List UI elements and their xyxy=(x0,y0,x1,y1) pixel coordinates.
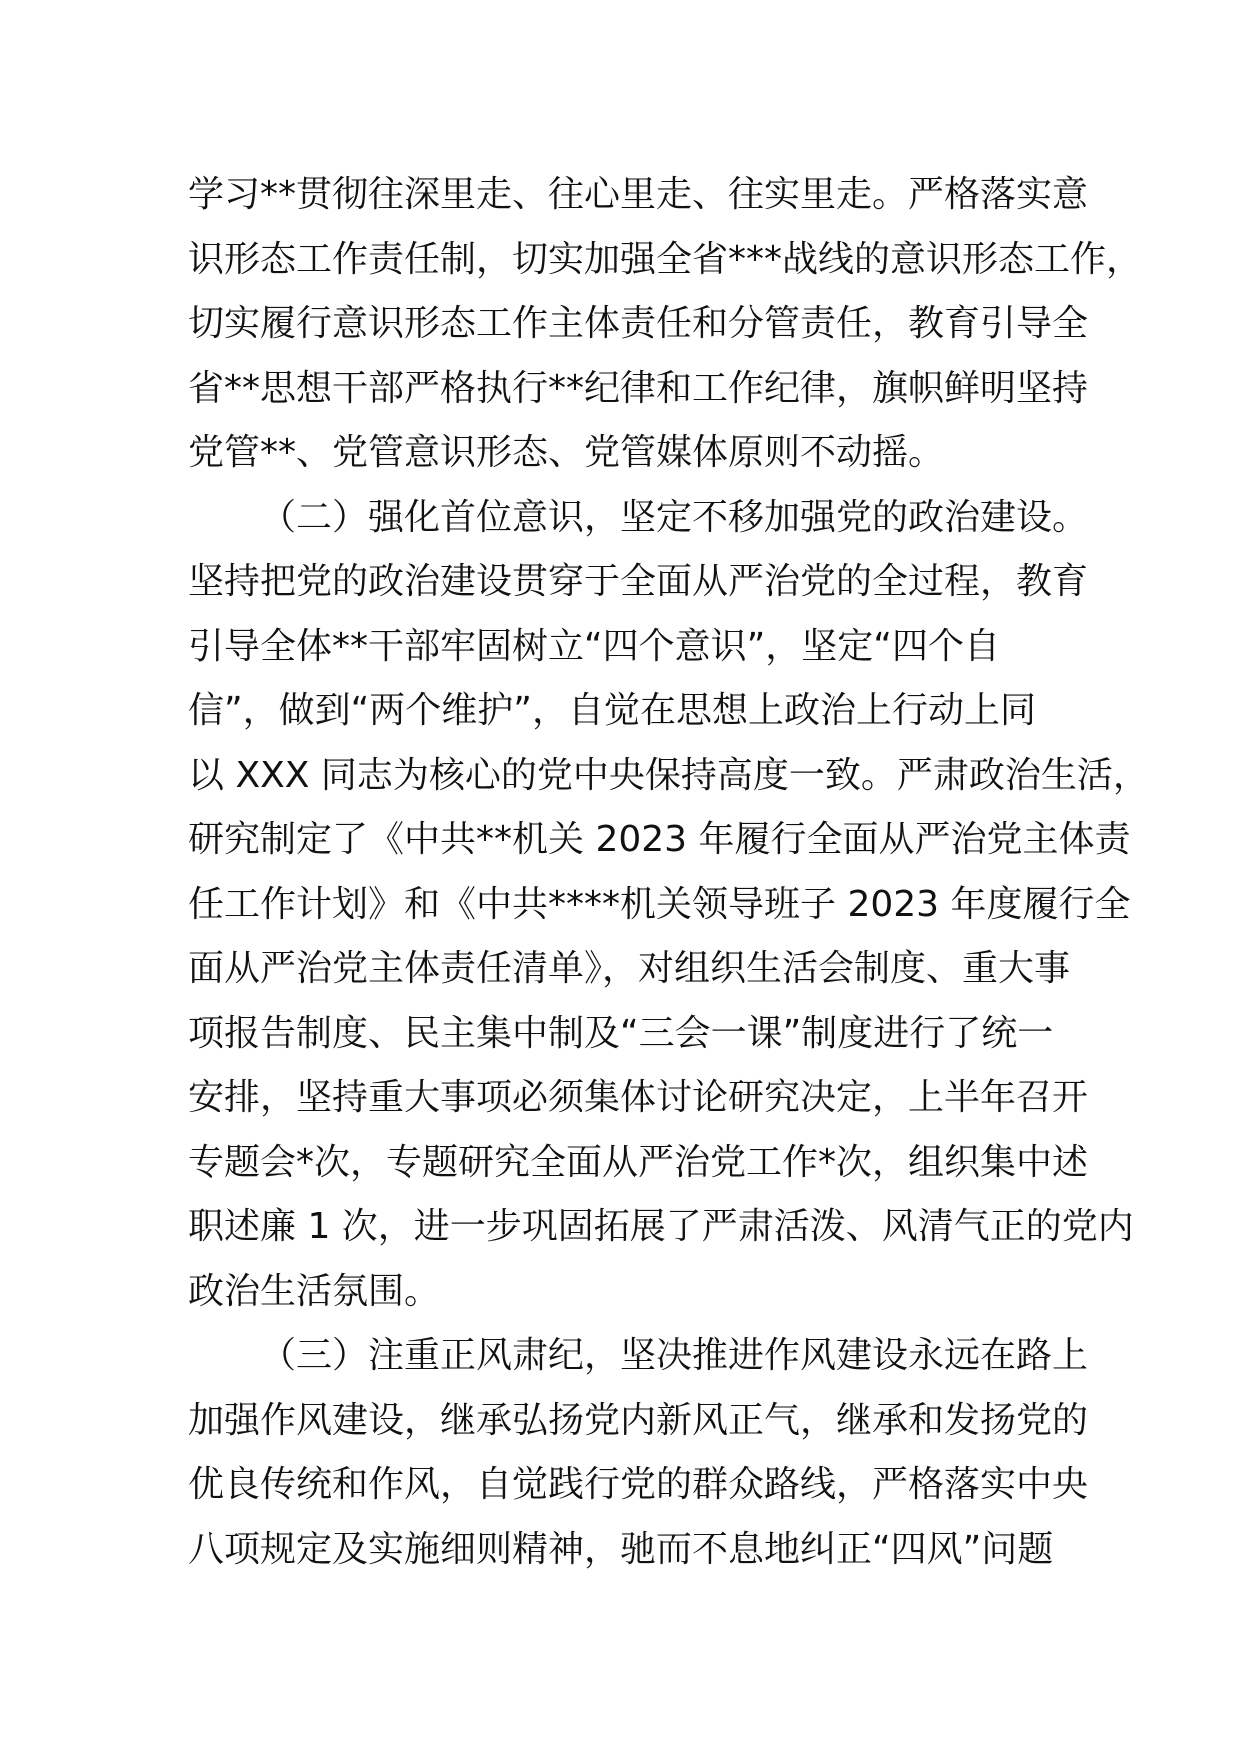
text-line: 项报告制度、民主集中制及“三会一课”制度进行了统一 xyxy=(188,1012,1054,1054)
text-line: 以 XXX 同志为核心的党中央保持高度一致。严肃政治生活， xyxy=(188,754,1149,796)
text-line: 优良传统和作风，自觉践行党的群众路线，严格落实中央 xyxy=(188,1464,1089,1505)
text-line: 任工作计划》和《中共****机关领导班子 2023 年度履行全 xyxy=(188,883,1131,925)
text-line: 八项规定及实施细则精神，驰而不息地纠正“四风”问题 xyxy=(188,1528,1054,1570)
text-line: 信”，做到“两个维护”，自觉在思想上政治上行动上同 xyxy=(188,690,1036,731)
text-line: 党管**、党管意识形态、党管媒体原则不动摇。 xyxy=(188,432,945,473)
text-line: 坚持把党的政治建设贯穿于全面从严治党的全过程，教育 xyxy=(188,561,1089,602)
section-heading-2: （二）强化首位意识，坚定不移加强党的政治建设。 xyxy=(260,496,1089,538)
text-line: 政治生活氛围。 xyxy=(188,1270,441,1312)
text-line: 省**思想干部严格执行**纪律和工作纪律，旗帜鲜明坚持 xyxy=(188,367,1089,409)
text-line: 安排，坚持重大事项必须集体讨论研究决定，上半年召开 xyxy=(188,1077,1089,1118)
text-line: 研究制定了《中共**机关 2023 年履行全面从严治党主体责 xyxy=(188,819,1131,860)
text-line: 切实履行意识形态工作主体责任和分管责任，教育引导全 xyxy=(188,303,1089,344)
text-line: 面从严治党主体责任清单》，对组织生活会制度、重大事 xyxy=(188,948,1071,989)
body-text xyxy=(188,163,1149,1582)
text-line: 学习**贯彻往深里走、往心里走、往实里走。严格落实意 xyxy=(188,174,1089,215)
text-line: 引导全体**干部牢固树立“四个意识”，坚定“四个自 xyxy=(188,625,1000,667)
text-line: 职述廉 1 次，进一步巩固拓展了严肃活泼、风清气正的党内 xyxy=(188,1206,1134,1247)
section-heading-3: （三）注重正风肃纪，坚决推进作风建设永远在路上 xyxy=(260,1335,1089,1376)
text-line: 识形态工作责任制，切实加强全省***战线的意识形态工作， xyxy=(188,238,1143,280)
text-line: 专题会*次，专题研究全面从严治党工作*次，组织集中述 xyxy=(188,1141,1089,1183)
text-line: 加强作风建设，继承弘扬党内新风正气，继承和发扬党的 xyxy=(188,1399,1089,1441)
